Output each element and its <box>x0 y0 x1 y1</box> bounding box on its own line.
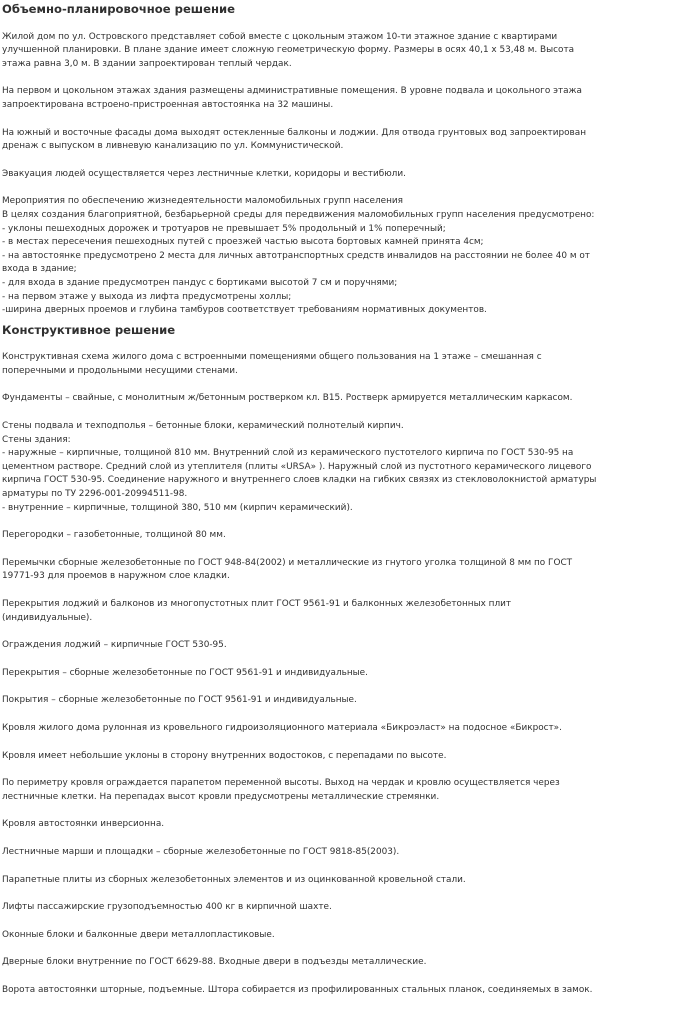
text-line: По периметру кровля ограждается парапетом переменной высоты. Выход на чердак и кровлю осуществляется через <box>2 778 560 789</box>
section-heading: Конструктивное решение <box>2 322 176 337</box>
text-line: Лифты пассажирские грузоподъемностью 400 кг в кирпичной шахте. <box>2 902 332 913</box>
spacer <box>2 71 698 85</box>
text-line: дренаж с выпуском в ливневую канализацию по ул. Коммунистической. <box>2 141 344 152</box>
text-line: Конструктивная схема жилого дома с встроенными помещениями общего пользования на 1 этаже – смешанная с <box>2 352 542 363</box>
text-line: Перегородки – газобетонные, толщиной 80 мм. <box>2 530 226 541</box>
text-line: Покрытия – сборные железобетонные по ГОСТ 9561-91 и индивидуальные. <box>2 695 357 706</box>
spacer <box>2 708 698 722</box>
text-line: лестничные клетки. На перепадах высот кровли предусмотрены металлические стремянки. <box>2 791 440 802</box>
text-line: На первом и цокольном этажах здания размещены административные помещения. В уровне подвала и цокольного этажа <box>2 86 582 97</box>
paragraph <box>2 127 698 154</box>
text-line: кирпича ГОСТ 530-95. Соединение наружного и внутреннего слоев кладки на гибких связях из стекловолокнистой арматуры <box>2 475 597 486</box>
spacer <box>2 113 698 127</box>
text-line: улучшенной планировки. В плане здание имеет сложную геометрическую форму. Размеры в осях 40,1 х 53,48 м. Высота <box>2 45 575 56</box>
text-line: - на первом этаже у выхода из лифта предусмотрены холлы; <box>2 291 292 302</box>
text-line: Стены подвала и техподполья – бетонные блоки, керамический полнотелый кирпич. <box>2 421 404 432</box>
text-line: Кровля имеет небольшие уклоны в сторону внутренних водостоков, с перепадами по высоте. <box>2 750 447 761</box>
text-line: Жилой дом по ул. Островского представляет собой вместе с цокольным этажом 10-ти этажное здание с квартирами <box>2 31 558 42</box>
text-line: -ширина дверных проемов и глубина тамбуров соответствует требованиям нормативных документов. <box>2 305 487 316</box>
section-heading: Объемно-планировочное решение <box>2 2 235 16</box>
spacer <box>2 154 698 168</box>
text-line: Парапетные плиты из сборных железобетонных элементов и из оцинкованной кровельной стали. <box>2 874 466 885</box>
text-line: На южный и восточные фасады дома выходят остекленные балконы и лоджии. Для отвода грунтовых вод запроектирован <box>2 127 587 138</box>
text-line: Кровля автостоянки инверсионна. <box>2 819 165 830</box>
text-line: Мероприятия по обеспечению жизнедеятельности маломобильных групп населения <box>2 196 404 207</box>
spacer <box>2 406 698 420</box>
paragraph <box>2 777 698 804</box>
text-line: Кровля жилого дома рулонная из кровельного гидроизоляционного материала «Бикроэласт» на подосное «Бикрост». <box>2 722 562 733</box>
spacer <box>2 887 698 901</box>
text-line: входа в здание; <box>2 264 77 275</box>
paragraph <box>2 956 698 970</box>
spacer <box>2 515 698 529</box>
paragraph <box>2 639 698 653</box>
spacer <box>2 832 698 846</box>
paragraph <box>2 392 698 406</box>
paragraph <box>2 818 698 832</box>
paragraph <box>2 529 698 543</box>
text-line: - наружные – кирпичные, толщиной 810 мм. Внутренний слой из керамического пустотелого кирпича по ГОСТ 530-95 на <box>2 448 574 459</box>
text-line: Лестничные марши и площадки – сборные железобетонные по ГОСТ 9818-85(2003). <box>2 846 400 857</box>
text-line: Дверные блоки внутренние по ГОСТ 6629-88. Входные двери в подъезды металлические. <box>2 957 427 968</box>
spacer <box>2 584 698 598</box>
paragraph <box>2 557 698 584</box>
spacer <box>2 998 698 1004</box>
paragraph <box>2 984 698 998</box>
paragraph <box>2 901 698 915</box>
paragraph <box>2 598 698 625</box>
spacer <box>2 337 698 351</box>
text-line: Перекрытия лоджий и балконов из многопустотных плит ГОСТ 9561-91 и балконных железобетонных плит <box>2 599 512 609</box>
text-line: Стены здания: <box>2 434 71 445</box>
text-line: Фундаменты – свайные, с монолитным ж/бетонным ростверком кл. В15. Ростверк армируется металлическим каркасом. <box>2 393 573 404</box>
text-line: (индивидуальные). <box>2 612 93 623</box>
spacer <box>2 970 698 984</box>
text-line: В целях создания благоприятной, безбарьерной среды для передвижения маломобильных групп населения предусмотрено: <box>2 209 595 220</box>
text-line: Перемычки сборные железобетонные по ГОСТ 948-84(2002) и металлические из гнутого уголка толщиной 8 мм по ГОСТ <box>2 557 573 568</box>
text-line: Оконные блоки и балконные двери металлопластиковые. <box>2 929 275 940</box>
text-line: арматуры по ТУ 2296-001-20994511-98. <box>2 489 188 500</box>
paragraph <box>2 168 698 182</box>
paragraph <box>2 420 698 515</box>
paragraph <box>2 750 698 764</box>
text-line: - для входа в здание предусмотрен пандус с бортиками высотой 7 см и поручнями; <box>2 277 398 288</box>
spacer <box>2 736 698 750</box>
spacer <box>2 680 698 694</box>
paragraph <box>2 846 698 860</box>
text-line: этажа равна 3,0 м. В здании запроектирован теплый чердак. <box>2 58 292 69</box>
paragraph <box>2 874 698 888</box>
spacer <box>2 804 698 818</box>
paragraph <box>2 351 698 378</box>
text-line: - внутренние – кирпичные, толщиной 380, 510 мм (кирпич керамический). <box>2 502 353 513</box>
spacer <box>2 543 698 557</box>
spacer <box>2 625 698 639</box>
text-line: цементном растворе. Средний слой из утеплителя (плиты «URSA» ). Наружный слой из пустотного керамического лицевого <box>2 461 592 472</box>
paragraph <box>2 929 698 943</box>
spacer <box>2 181 698 195</box>
text-line: - на автостоянке предусмотрено 2 места для личных автотранспортных средств инвалидов на расстоянии не более 40 м от <box>2 250 590 261</box>
text-line: поперечными и продольными несущими стенами. <box>2 365 238 376</box>
text-line: Ограждения лоджий – кирпичные ГОСТ 530-95. <box>2 640 227 651</box>
spacer <box>2 942 698 956</box>
text-line: 19771-93 для проемов в наружном слое кладки. <box>2 571 230 582</box>
paragraph <box>2 195 698 317</box>
text-line: - уклоны пешеходных дорожек и тротуаров не превышает 5% продольный и 1% поперечный; <box>2 223 446 234</box>
paragraph <box>2 667 698 681</box>
spacer <box>2 378 698 392</box>
paragraph <box>2 31 698 72</box>
text-line: Перекрытия – сборные железобетонные по ГОСТ 9561-91 и индивидуальные. <box>2 667 368 678</box>
spacer <box>2 763 698 777</box>
paragraph <box>2 85 698 112</box>
text-line: - в местах пересечения пешеходных путей с проезжей частью высота бортовых камней принята 4см; <box>2 237 484 248</box>
spacer <box>2 915 698 929</box>
text-line: Эвакуация людей осуществляется через лестничные клетки, коридоры и вестибюли. <box>2 168 406 179</box>
paragraph <box>2 722 698 736</box>
document <box>2 3 698 1004</box>
paragraph <box>2 694 698 708</box>
spacer <box>2 860 698 874</box>
text-line: запроектирована встроено-пристроенная автостоянка на 32 машины. <box>2 99 334 110</box>
spacer <box>2 653 698 667</box>
spacer <box>2 17 698 31</box>
text-line: Ворота автостоянки шторные, подъемные. Штора собирается из профилированных стальных планок, соединяемых в замок. <box>2 984 593 995</box>
